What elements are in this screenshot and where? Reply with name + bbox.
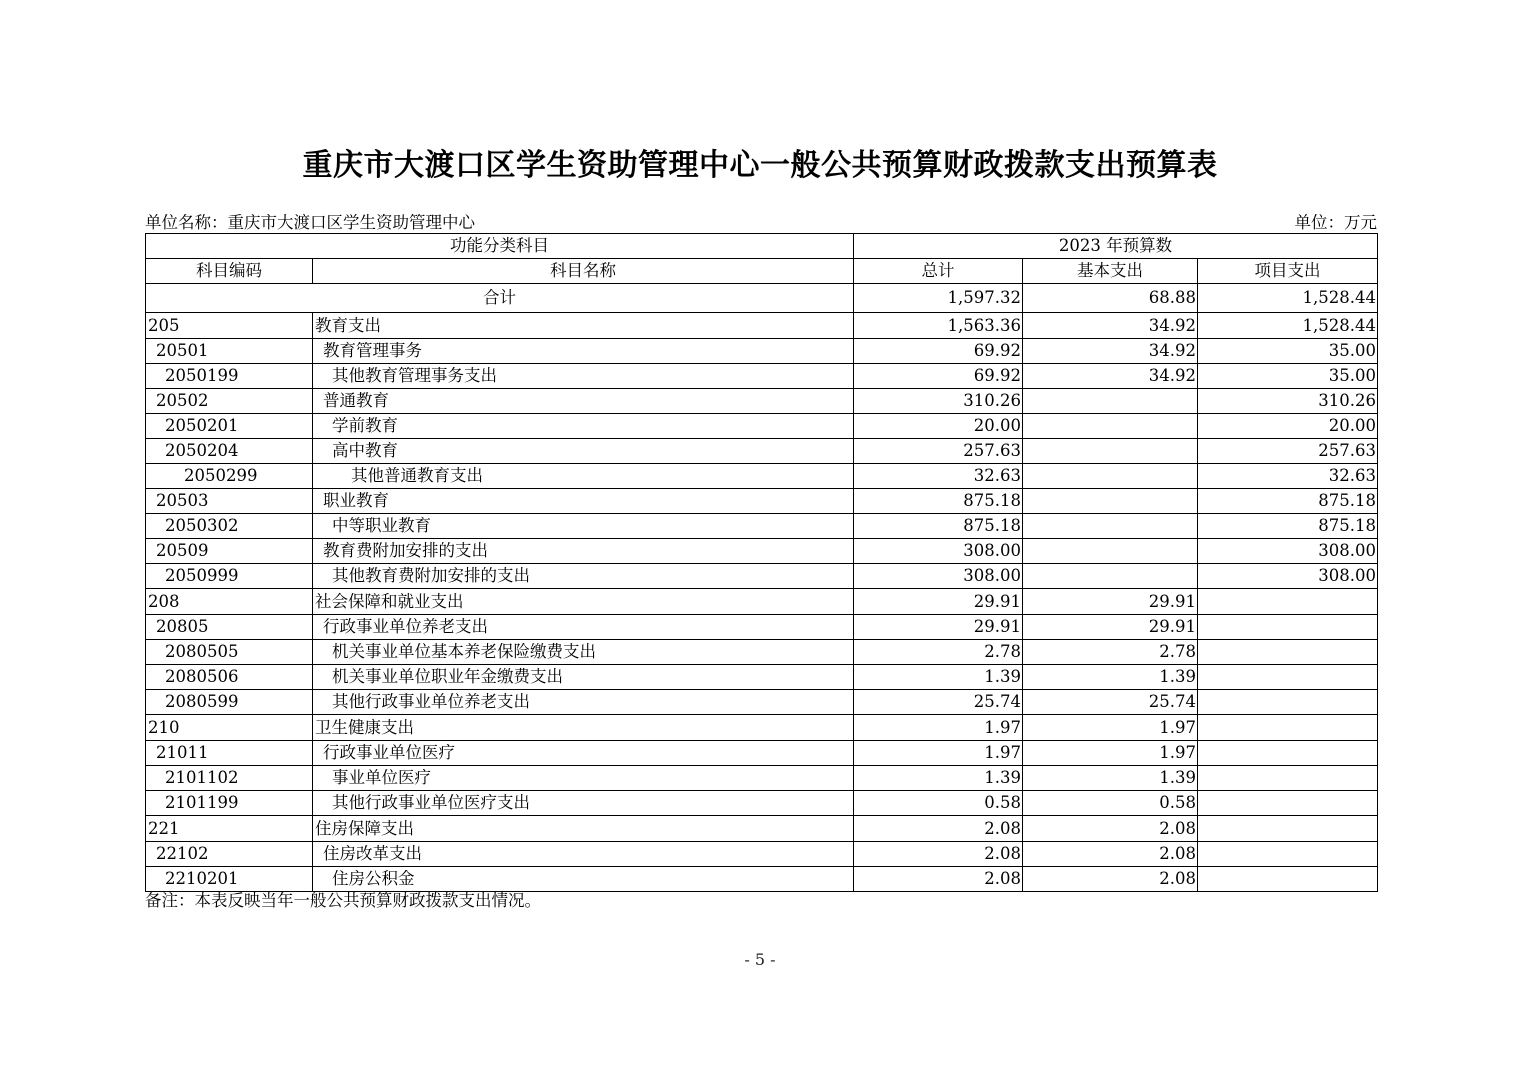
row-code: 205 <box>146 313 313 339</box>
row-basic: 1.97 <box>1023 741 1198 766</box>
header-column-row <box>146 259 1378 284</box>
row-code: 2050999 <box>146 564 313 589</box>
row-code: 2080599 <box>146 690 313 715</box>
row-project <box>1198 615 1378 640</box>
row-total: 0.58 <box>854 791 1023 816</box>
row-name: 社会保障和就业支出 <box>313 589 854 615</box>
unit-name-label: 单位名称：重庆市大渡口区学生资助管理中心 <box>145 213 475 232</box>
row-basic <box>1023 514 1198 539</box>
row-total: 308.00 <box>854 564 1023 589</box>
row-code: 20501 <box>146 339 313 364</box>
table-note: 备注：本表反映当年一般公共预算财政拨款支出情况。 <box>145 891 541 910</box>
row-basic: 0.58 <box>1023 791 1198 816</box>
table-row <box>146 715 1378 741</box>
table-row <box>146 640 1378 665</box>
row-project: 310.26 <box>1198 389 1378 414</box>
row-name: 教育管理事务 <box>313 339 854 364</box>
header-basic: 基本支出 <box>1023 259 1198 284</box>
row-project <box>1198 640 1378 665</box>
row-total: 29.91 <box>854 589 1023 615</box>
row-name: 住房改革支出 <box>313 842 854 867</box>
row-total: 308.00 <box>854 539 1023 564</box>
row-project <box>1198 741 1378 766</box>
row-name: 中等职业教育 <box>313 514 854 539</box>
row-name: 行政事业单位养老支出 <box>313 615 854 640</box>
header-total: 总计 <box>854 259 1023 284</box>
row-project: 875.18 <box>1198 514 1378 539</box>
table-row <box>146 690 1378 715</box>
row-total: 32.63 <box>854 464 1023 489</box>
row-basic: 2.08 <box>1023 867 1198 892</box>
row-name: 其他行政事业单位医疗支出 <box>313 791 854 816</box>
row-basic: 1.97 <box>1023 715 1198 741</box>
table-row <box>146 339 1378 364</box>
unit-info-row <box>145 209 1377 233</box>
header-code: 科目编码 <box>146 259 313 284</box>
row-total: 875.18 <box>854 489 1023 514</box>
row-project <box>1198 589 1378 615</box>
row-code: 2101102 <box>146 766 313 791</box>
row-basic: 29.91 <box>1023 589 1198 615</box>
row-project <box>1198 791 1378 816</box>
row-code: 20805 <box>146 615 313 640</box>
row-basic: 2.08 <box>1023 842 1198 867</box>
row-name: 其他普通教育支出 <box>313 464 854 489</box>
row-name: 住房保障支出 <box>313 816 854 842</box>
row-total: 310.26 <box>854 389 1023 414</box>
total-basic: 68.88 <box>1023 284 1198 313</box>
table-row <box>146 539 1378 564</box>
row-project: 257.63 <box>1198 439 1378 464</box>
row-code: 221 <box>146 816 313 842</box>
page-title: 重庆市大渡口区学生资助管理中心一般公共预算财政拨款支出预算表 <box>302 148 1218 183</box>
total-label: 合计 <box>146 284 854 313</box>
row-code: 22102 <box>146 842 313 867</box>
total-total: 1,597.32 <box>854 284 1023 313</box>
row-total: 1.39 <box>854 766 1023 791</box>
row-name: 卫生健康支出 <box>313 715 854 741</box>
row-total: 1,563.36 <box>854 313 1023 339</box>
row-basic <box>1023 464 1198 489</box>
row-code: 20503 <box>146 489 313 514</box>
row-code: 21011 <box>146 741 313 766</box>
row-code: 2050199 <box>146 364 313 389</box>
header-project: 项目支出 <box>1198 259 1378 284</box>
table-row <box>146 589 1378 615</box>
row-project: 35.00 <box>1198 339 1378 364</box>
row-total: 29.91 <box>854 615 1023 640</box>
table-row <box>146 816 1378 842</box>
row-code: 20509 <box>146 539 313 564</box>
row-project: 20.00 <box>1198 414 1378 439</box>
row-name: 机关事业单位基本养老保险缴费支出 <box>313 640 854 665</box>
table-row <box>146 766 1378 791</box>
row-project <box>1198 665 1378 690</box>
row-name: 其他行政事业单位养老支出 <box>313 690 854 715</box>
row-total: 2.08 <box>854 842 1023 867</box>
row-code: 2050299 <box>146 464 313 489</box>
row-code: 2210201 <box>146 867 313 892</box>
row-name: 普通教育 <box>313 389 854 414</box>
header-group-row <box>146 234 1378 259</box>
row-project: 308.00 <box>1198 564 1378 589</box>
row-name: 事业单位医疗 <box>313 766 854 791</box>
row-name: 其他教育费附加安排的支出 <box>313 564 854 589</box>
row-code: 2050201 <box>146 414 313 439</box>
table-row <box>146 439 1378 464</box>
row-project <box>1198 715 1378 741</box>
row-code: 20502 <box>146 389 313 414</box>
row-project: 1,528.44 <box>1198 313 1378 339</box>
row-code: 2050204 <box>146 439 313 464</box>
row-basic: 2.78 <box>1023 640 1198 665</box>
row-total: 1.39 <box>854 665 1023 690</box>
row-basic <box>1023 439 1198 464</box>
row-total: 20.00 <box>854 414 1023 439</box>
row-project <box>1198 867 1378 892</box>
table-row <box>146 364 1378 389</box>
table-row <box>146 615 1378 640</box>
row-name: 教育费附加安排的支出 <box>313 539 854 564</box>
row-code: 210 <box>146 715 313 741</box>
row-total: 69.92 <box>854 339 1023 364</box>
row-code: 2050302 <box>146 514 313 539</box>
row-total: 2.08 <box>854 867 1023 892</box>
row-total: 257.63 <box>854 439 1023 464</box>
row-total: 1.97 <box>854 741 1023 766</box>
row-code: 2080505 <box>146 640 313 665</box>
row-project <box>1198 690 1378 715</box>
page-number: - 5 - <box>744 950 776 969</box>
row-basic: 34.92 <box>1023 364 1198 389</box>
row-basic: 34.92 <box>1023 339 1198 364</box>
table-row <box>146 489 1378 514</box>
row-project <box>1198 766 1378 791</box>
table-row <box>146 389 1378 414</box>
header-name: 科目名称 <box>313 259 854 284</box>
budget-table <box>145 233 1378 892</box>
table-row <box>146 842 1378 867</box>
table-row <box>146 665 1378 690</box>
row-name: 教育支出 <box>313 313 854 339</box>
row-basic <box>1023 564 1198 589</box>
row-name: 机关事业单位职业年金缴费支出 <box>313 665 854 690</box>
row-name: 职业教育 <box>313 489 854 514</box>
row-project: 308.00 <box>1198 539 1378 564</box>
row-name: 高中教育 <box>313 439 854 464</box>
total-project: 1,528.44 <box>1198 284 1378 313</box>
total-row <box>146 284 1378 313</box>
row-basic <box>1023 489 1198 514</box>
row-basic <box>1023 414 1198 439</box>
row-total: 2.08 <box>854 816 1023 842</box>
row-project: 32.63 <box>1198 464 1378 489</box>
row-project: 35.00 <box>1198 364 1378 389</box>
row-code: 2101199 <box>146 791 313 816</box>
row-basic: 34.92 <box>1023 313 1198 339</box>
row-code: 208 <box>146 589 313 615</box>
header-budget-year: 2023 年预算数 <box>854 234 1378 259</box>
currency-unit-label: 单位：万元 <box>1294 213 1377 232</box>
row-name: 学前教育 <box>313 414 854 439</box>
row-basic: 29.91 <box>1023 615 1198 640</box>
table-row <box>146 464 1378 489</box>
row-basic: 1.39 <box>1023 665 1198 690</box>
row-name: 其他教育管理事务支出 <box>313 364 854 389</box>
row-basic: 1.39 <box>1023 766 1198 791</box>
row-basic <box>1023 539 1198 564</box>
table-row <box>146 791 1378 816</box>
table-row <box>146 514 1378 539</box>
row-basic: 25.74 <box>1023 690 1198 715</box>
table-row <box>146 313 1378 339</box>
row-total: 1.97 <box>854 715 1023 741</box>
row-basic: 2.08 <box>1023 816 1198 842</box>
row-name: 住房公积金 <box>313 867 854 892</box>
row-name: 行政事业单位医疗 <box>313 741 854 766</box>
header-function-classification: 功能分类科目 <box>146 234 854 259</box>
row-project: 875.18 <box>1198 489 1378 514</box>
row-total: 69.92 <box>854 364 1023 389</box>
row-total: 875.18 <box>854 514 1023 539</box>
row-basic <box>1023 389 1198 414</box>
row-project <box>1198 842 1378 867</box>
table-row <box>146 741 1378 766</box>
row-project <box>1198 816 1378 842</box>
table-row <box>146 414 1378 439</box>
row-code: 2080506 <box>146 665 313 690</box>
row-total: 25.74 <box>854 690 1023 715</box>
table-row <box>146 564 1378 589</box>
row-total: 2.78 <box>854 640 1023 665</box>
